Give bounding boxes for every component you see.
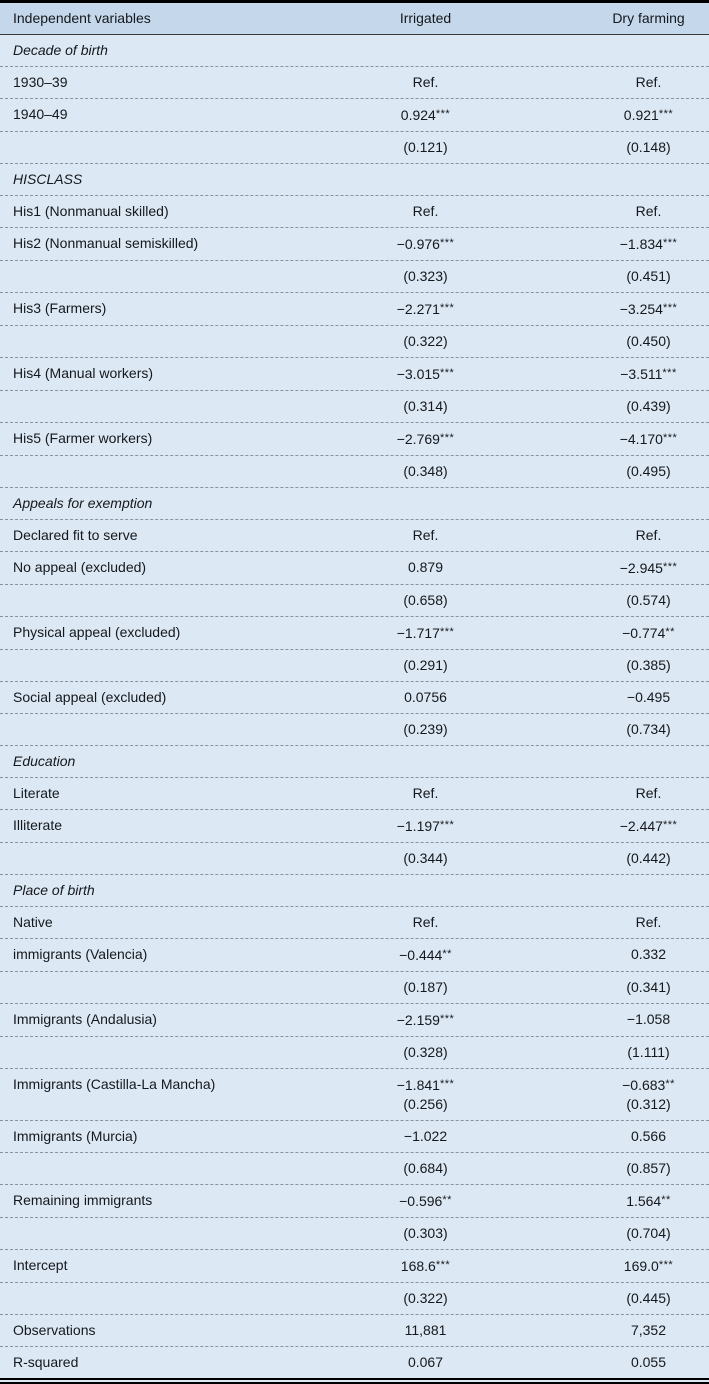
- column-header-independent-variables: Independent variables: [13, 10, 151, 26]
- value-irrigated: Ref.: [412, 527, 439, 543]
- value-irrigated: (0.187): [403, 979, 448, 995]
- std-error-row: [0, 1153, 709, 1185]
- table-row: [0, 67, 709, 99]
- value-dry-farming: −2.945***: [619, 560, 678, 576]
- section-label: Place of birth: [13, 882, 95, 898]
- significance-stars: ***: [439, 1078, 455, 1090]
- column-header-irrigated: Irrigated: [399, 10, 452, 26]
- value-irrigated: (0.328): [403, 1044, 448, 1060]
- row-label: Intercept: [13, 1257, 68, 1273]
- table-row: [0, 1185, 709, 1218]
- significance-stars: **: [442, 948, 452, 960]
- std-error-row: [0, 261, 709, 293]
- value-irrigated: Ref.: [412, 74, 439, 90]
- row-label: Physical appeal (excluded): [13, 624, 181, 640]
- value-dry-farming: −0.774**: [622, 625, 675, 641]
- table-row: [0, 228, 709, 261]
- std-error-row: [0, 326, 709, 358]
- value-dry-farming: 0.055: [630, 1354, 667, 1370]
- section-header-row: [0, 488, 709, 520]
- value-irrigated: Ref.: [412, 203, 439, 219]
- table-row: [0, 196, 709, 228]
- value-dry-farming: Ref.: [635, 785, 662, 801]
- row-label: Declared fit to serve: [13, 527, 138, 543]
- row-label: Remaining immigrants: [13, 1192, 153, 1208]
- std-error-row: [0, 585, 709, 617]
- value-irrigated: (0.348): [403, 463, 448, 479]
- value-irrigated: −1.841*** (0.256): [396, 1077, 455, 1112]
- significance-stars: ***: [662, 561, 678, 573]
- value-dry-farming: −2.447***: [619, 818, 678, 834]
- value-dry-farming: 0.332: [630, 946, 667, 962]
- value-dry-farming: 0.566: [630, 1128, 667, 1144]
- row-label: His5 (Farmer workers): [13, 430, 153, 446]
- value-irrigated: (0.121): [403, 139, 448, 155]
- value-dry-farming: (0.445): [626, 1290, 671, 1306]
- significance-stars: ***: [439, 302, 455, 314]
- table-row: [0, 99, 709, 132]
- row-label: Immigrants (Castilla-La Mancha): [13, 1076, 216, 1092]
- std-error-row: [0, 391, 709, 423]
- value-irrigated: (0.658): [403, 592, 448, 608]
- row-label: No appeal (excluded): [13, 559, 147, 575]
- significance-stars: ***: [439, 237, 455, 249]
- significance-stars: ***: [662, 819, 678, 831]
- significance-stars: ***: [439, 367, 455, 379]
- significance-stars: ***: [662, 237, 678, 249]
- value-irrigated: (0.322): [403, 1290, 448, 1306]
- column-header-dry-farming: Dry farming: [612, 10, 685, 26]
- value-dry-farming: (0.857): [626, 1160, 671, 1176]
- value-dry-farming: (1.111): [627, 1044, 670, 1060]
- value-irrigated: (0.291): [403, 657, 448, 673]
- significance-stars: ***: [435, 108, 451, 120]
- value-irrigated: (0.323): [403, 268, 448, 284]
- value-dry-farming: (0.574): [626, 592, 671, 608]
- std-error-row: [0, 1218, 709, 1250]
- table-row: [0, 778, 709, 810]
- value-dry-farming: 7,352: [630, 1322, 667, 1338]
- table-row: [0, 552, 709, 585]
- table-row: [0, 1250, 709, 1283]
- row-label: Immigrants (Murcia): [13, 1128, 138, 1144]
- table-row: [0, 293, 709, 326]
- value-dry-farming: −0.495: [626, 689, 671, 705]
- row-label: 1940–49: [13, 106, 68, 122]
- table-row: [0, 423, 709, 456]
- value-irrigated: (0.684): [403, 1160, 448, 1176]
- row-label: Native: [13, 914, 53, 930]
- value-irrigated: Ref.: [412, 914, 439, 930]
- value-irrigated: (0.344): [403, 850, 448, 866]
- row-label: His1 (Nonmanual skilled): [13, 203, 169, 219]
- table-row: [0, 1121, 709, 1153]
- value-dry-farming: (0.341): [626, 979, 671, 995]
- value-dry-farming: 1.564**: [626, 1193, 671, 1209]
- value-dry-farming: 0.921***: [623, 107, 674, 123]
- value-irrigated: −2.271***: [396, 301, 455, 317]
- row-label: Immigrants (Andalusia): [13, 1011, 157, 1027]
- significance-stars: ***: [439, 819, 455, 831]
- value-irrigated: 0.0756: [404, 689, 447, 705]
- significance-stars: **: [442, 1194, 452, 1206]
- value-dry-farming: Ref.: [635, 74, 662, 90]
- significance-stars: **: [665, 626, 675, 638]
- value-irrigated: −0.976***: [396, 236, 455, 252]
- value-irrigated: −3.015***: [396, 366, 455, 382]
- value-irrigated: −0.444**: [399, 947, 452, 963]
- value-dry-farming: (0.450): [626, 333, 671, 349]
- value-irrigated: 0.879: [407, 559, 444, 575]
- value-dry-farming: (0.734): [626, 721, 671, 737]
- value-dry-farming: −1.834***: [619, 236, 678, 252]
- value-dry-farming: (0.148): [626, 139, 671, 155]
- table-row: [0, 617, 709, 650]
- significance-stars: **: [661, 1194, 671, 1206]
- significance-stars: **: [665, 1078, 675, 1090]
- value-irrigated: (0.314): [403, 398, 448, 414]
- value-dry-farming: (0.495): [626, 463, 671, 479]
- row-label: His4 (Manual workers): [13, 365, 154, 381]
- std-error-row: [0, 972, 709, 1004]
- section-label: HISCLASS: [13, 171, 83, 187]
- value-dry-farming: (0.451): [626, 268, 671, 284]
- significance-stars: ***: [439, 626, 455, 638]
- value-irrigated: 0.924***: [400, 107, 451, 123]
- value-dry-farming: 169.0***: [623, 1258, 674, 1274]
- std-error-row: [0, 843, 709, 875]
- table-row: [0, 358, 709, 391]
- row-label: Illiterate: [13, 817, 63, 833]
- table-row: [0, 1315, 709, 1347]
- value-dry-farming: −3.254***: [619, 301, 678, 317]
- value-irrigated: (0.303): [403, 1225, 448, 1241]
- value-irrigated: 168.6***: [400, 1258, 451, 1274]
- table-row: [0, 520, 709, 552]
- value-irrigated: 0.067: [407, 1354, 444, 1370]
- significance-stars: ***: [658, 1259, 674, 1271]
- std-error-row: [0, 650, 709, 682]
- row-label: His2 (Nonmanual semiskilled): [13, 235, 199, 251]
- significance-stars: ***: [658, 108, 674, 120]
- value-dry-farming: −1.058: [626, 1011, 671, 1027]
- section-label: Decade of birth: [13, 42, 108, 58]
- significance-stars: ***: [439, 1013, 455, 1025]
- value-dry-farming: Ref.: [635, 914, 662, 930]
- section-header-row: [0, 35, 709, 67]
- section-header-row: [0, 164, 709, 196]
- table-row: [0, 810, 709, 843]
- value-dry-farming: −4.170***: [619, 431, 678, 447]
- value-irrigated: −2.769***: [396, 431, 455, 447]
- table-row: [0, 939, 709, 972]
- value-irrigated: −1.197***: [396, 818, 455, 834]
- value-irrigated: −1.717***: [396, 625, 455, 641]
- value-irrigated: −2.159***: [396, 1012, 455, 1028]
- std-error-row: [0, 1283, 709, 1315]
- std-error-row: [0, 714, 709, 746]
- value-irrigated: −0.596**: [399, 1193, 452, 1209]
- value-dry-farming: Ref.: [635, 203, 662, 219]
- value-irrigated: (0.322): [403, 333, 448, 349]
- significance-stars: ***: [435, 1259, 451, 1271]
- section-label: Education: [13, 753, 76, 769]
- value-dry-farming: −3.511***: [620, 366, 677, 382]
- value-dry-farming: (0.704): [626, 1225, 671, 1241]
- section-label: Appeals for exemption: [13, 495, 153, 511]
- row-label: immigrants (Valencia): [13, 946, 148, 962]
- row-label: 1930–39: [13, 74, 68, 90]
- std-error-row: [0, 132, 709, 164]
- row-label: Literate: [13, 785, 60, 801]
- value-dry-farming: (0.442): [626, 850, 671, 866]
- section-header-row: [0, 875, 709, 907]
- value-dry-farming: (0.439): [626, 398, 671, 414]
- significance-stars: ***: [662, 367, 677, 379]
- table-header: [0, 3, 709, 35]
- table-row: [0, 1347, 709, 1378]
- value-dry-farming: Ref.: [635, 527, 662, 543]
- value-irrigated: (0.239): [403, 721, 448, 737]
- row-label: His3 (Farmers): [13, 300, 107, 316]
- std-error-row: [0, 1037, 709, 1069]
- value-dry-farming: (0.385): [626, 657, 671, 673]
- significance-stars: ***: [662, 432, 678, 444]
- significance-stars: ***: [662, 302, 678, 314]
- value-dry-farming: −0.683** (0.312): [622, 1077, 675, 1112]
- significance-stars: ***: [439, 432, 455, 444]
- value-irrigated: −1.022: [403, 1128, 448, 1144]
- table-row: [0, 907, 709, 939]
- value-irrigated: Ref.: [412, 785, 439, 801]
- table-row: [0, 682, 709, 714]
- section-header-row: [0, 746, 709, 778]
- std-error-row: [0, 456, 709, 488]
- value-irrigated: 11,881: [404, 1322, 447, 1338]
- table-row: [0, 1069, 709, 1121]
- row-label: Observations: [13, 1322, 96, 1338]
- table-body: [0, 35, 709, 1378]
- table-row: [0, 1004, 709, 1037]
- row-label: R-squared: [13, 1354, 79, 1370]
- row-label: Social appeal (excluded): [13, 689, 167, 705]
